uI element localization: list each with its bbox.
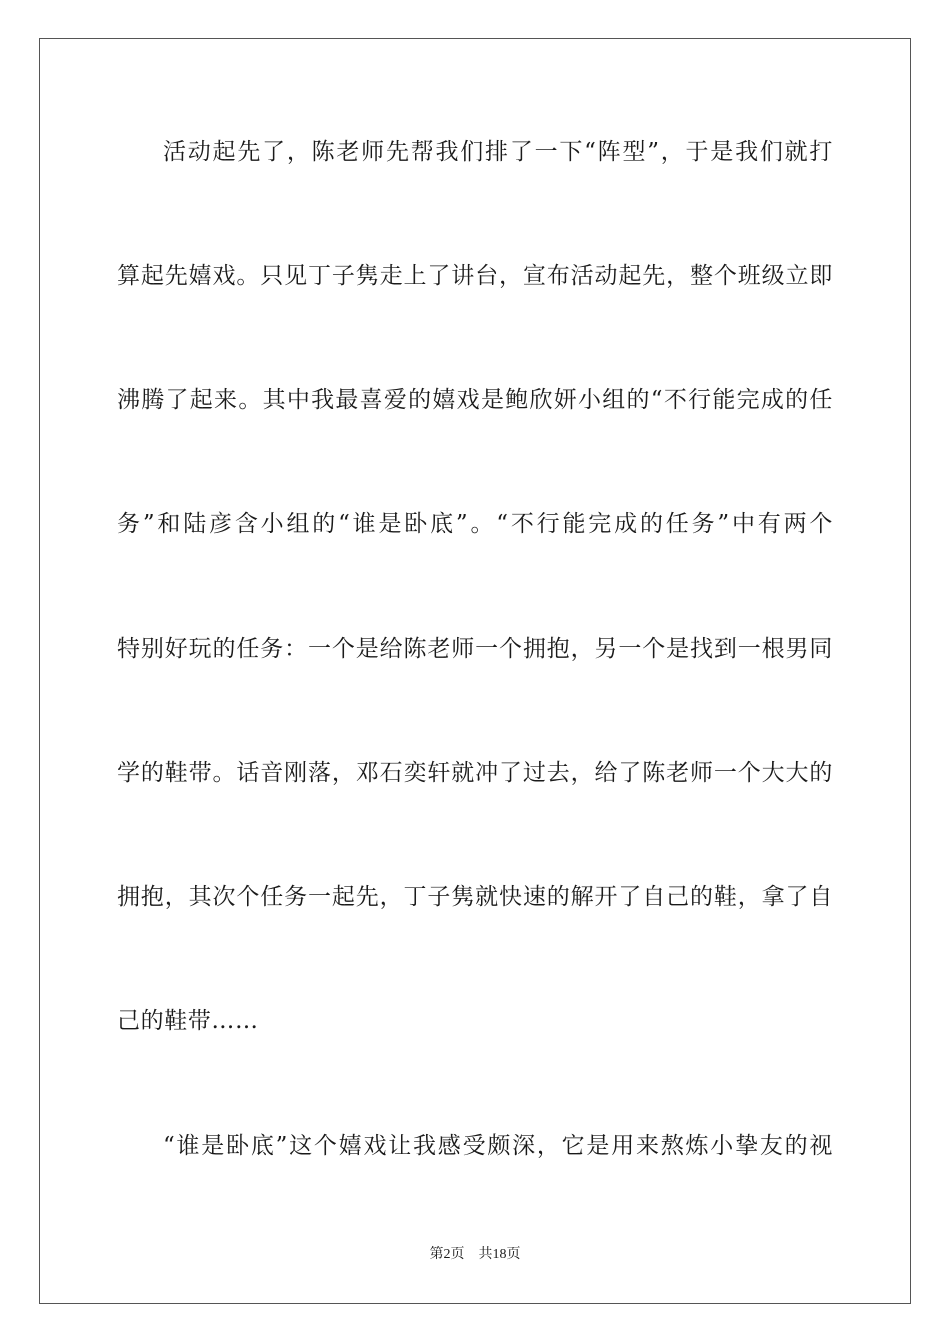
paragraph-1-line-2: 算起先嬉戏。只见丁子隽走上了讲台，宣布活动起先，整个班级立即 bbox=[117, 263, 833, 289]
page-total: 共18页 bbox=[478, 1247, 521, 1262]
paragraph-1-line-3: 沸腾了起来。其中我最喜爱的嬉戏是鲍欣妍小组的“不行能完成的任 bbox=[117, 387, 833, 413]
paragraph-1-line-1: 活动起先了，陈老师先帮我们排了一下“阵型”，于是我们就打 bbox=[163, 139, 833, 165]
page-footer bbox=[0, 1246, 950, 1264]
paragraph-1-line-6: 学的鞋带。话音刚落，邓石奕轩就冲了过去，给了陈老师一个大大的 bbox=[117, 760, 833, 786]
paragraph-1-line-4: 务”和陆彦含小组的“谁是卧底”。“不行能完成的任务”中有两个 bbox=[117, 511, 833, 537]
page-border bbox=[39, 38, 911, 1304]
paragraph-1-line-8: 己的鞋带…… bbox=[117, 1008, 259, 1034]
paragraph-1-line-5: 特别好玩的任务：一个是给陈老师一个拥抱，另一个是找到一根男同 bbox=[117, 636, 833, 662]
paragraph-2-line-1: “谁是卧底”这个嬉戏让我感受颇深，它是用来熬炼小挚友的视 bbox=[163, 1133, 833, 1159]
paragraph-1-line-7: 拥抱，其次个任务一起先，丁子隽就快速的解开了自己的鞋，拿了自 bbox=[117, 884, 833, 910]
page-number: 第2页 bbox=[429, 1247, 465, 1262]
